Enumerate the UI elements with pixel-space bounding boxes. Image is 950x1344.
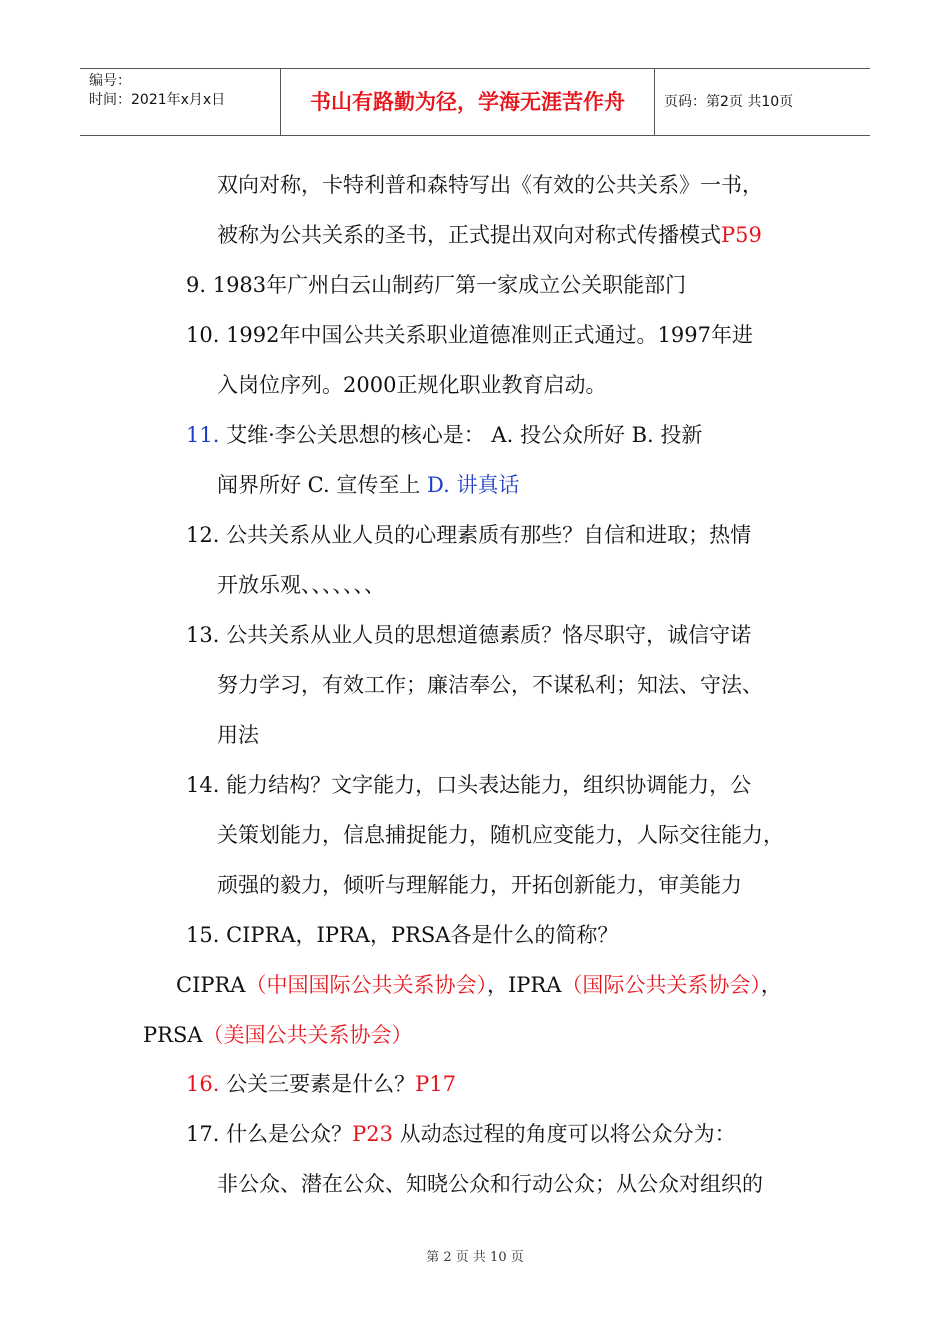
text-line — [143, 1020, 413, 1050]
text-line — [176, 970, 782, 1000]
text-line — [186, 620, 751, 650]
number-label: 编号： — [89, 73, 131, 89]
text-segment: 艾维·李公关思想的核心是： A. 投公众所好 B. 投新 — [219, 423, 703, 447]
text-line — [217, 820, 784, 850]
text-segment: 15. CIPRA，IPRA，PRSA各是什么的简称？ — [186, 923, 619, 947]
text-segment: P59 — [721, 223, 762, 247]
text-line — [217, 670, 763, 700]
header-motto: 书山有路勤为径，学海无涯苦作舟 — [281, 69, 655, 135]
text-segment: 12. 公共关系从业人员的心理素质有那些？自信和进取；热情 — [186, 523, 752, 547]
page-header — [80, 68, 870, 136]
text-segment: （国际公共关系协会） — [561, 973, 761, 997]
text-line — [217, 170, 763, 200]
text-segment: P17 — [415, 1072, 456, 1096]
text-line — [217, 370, 606, 400]
text-segment: 双向对称，卡特利普和森特写出《有效的公共关系》一书， — [217, 173, 763, 197]
text-segment: PRSA — [143, 1023, 203, 1047]
text-segment: 公关三要素是什么？ — [219, 1072, 416, 1096]
text-line — [186, 770, 751, 800]
text-line — [217, 870, 742, 900]
time-label: 时间：2021年x月x日 — [89, 92, 226, 108]
text-segment: 开放乐观、、、、、、、 — [217, 573, 385, 597]
header-meta — [80, 69, 281, 135]
page-footer: 第 2 页 共 10 页 — [426, 1250, 524, 1265]
text-segment: 关策划能力，信息捕捉能力，随机应变能力，人际交往能力， — [217, 823, 784, 847]
text-segment: 10. 1992年中国公共关系职业道德准则正式通过。1997年进 — [186, 323, 753, 347]
text-segment: 从动态过程的角度可以将公众分为： — [392, 1122, 736, 1146]
text-segment: ， — [760, 973, 782, 997]
text-segment: 顽强的毅力，倾听与理解能力，开拓创新能力，审美能力 — [217, 873, 742, 897]
text-line — [186, 420, 702, 450]
text-segment: 努力学习，有效工作；廉洁奉公，不谋私利；知法、守法、 — [217, 673, 763, 697]
text-line — [186, 1119, 736, 1149]
text-segment: 16. — [186, 1072, 220, 1096]
text-segment: 被称为公共关系的圣书，正式提出双向对称式传播模式 — [217, 223, 721, 247]
text-segment: ，IPRA — [486, 973, 562, 997]
text-segment: 11. — [186, 423, 220, 447]
text-line — [186, 520, 751, 550]
text-line — [217, 570, 385, 600]
text-line — [186, 320, 753, 350]
text-segment: 17. 什么是公众？ — [186, 1122, 353, 1146]
header-page-info: 页码：第2页 共10页 — [664, 94, 794, 110]
text-segment: 非公众、潜在公众、知晓公众和行动公众；从公众对组织的 — [217, 1172, 763, 1196]
text-segment: 闻界所好 C. 宣传至上 — [217, 473, 428, 497]
text-line — [217, 1169, 763, 1199]
text-segment: （美国公共关系协会） — [202, 1023, 413, 1047]
text-line — [217, 470, 519, 500]
text-line — [217, 220, 762, 250]
text-segment: 用法 — [217, 723, 259, 747]
text-line — [186, 270, 686, 300]
text-segment: P23 — [352, 1122, 393, 1146]
text-segment: 9. 1983年广州白云山制药厂第一家成立公关职能部门 — [186, 273, 687, 297]
text-segment: D. 讲真话 — [427, 473, 520, 497]
text-segment: 14. 能力结构？文字能力，口头表达能力，组织协调能力，公 — [186, 773, 752, 797]
text-line — [186, 920, 618, 950]
text-segment: （中国国际公共关系协会） — [245, 973, 487, 997]
text-line — [217, 720, 259, 750]
text-line — [186, 1069, 456, 1099]
text-segment: CIPRA — [176, 973, 246, 997]
text-segment: 13. 公共关系从业人员的思想道德素质？恪尽职守，诚信守诺 — [186, 623, 752, 647]
text-segment: 入岗位序列。2000正规化职业教育启动。 — [217, 373, 607, 397]
